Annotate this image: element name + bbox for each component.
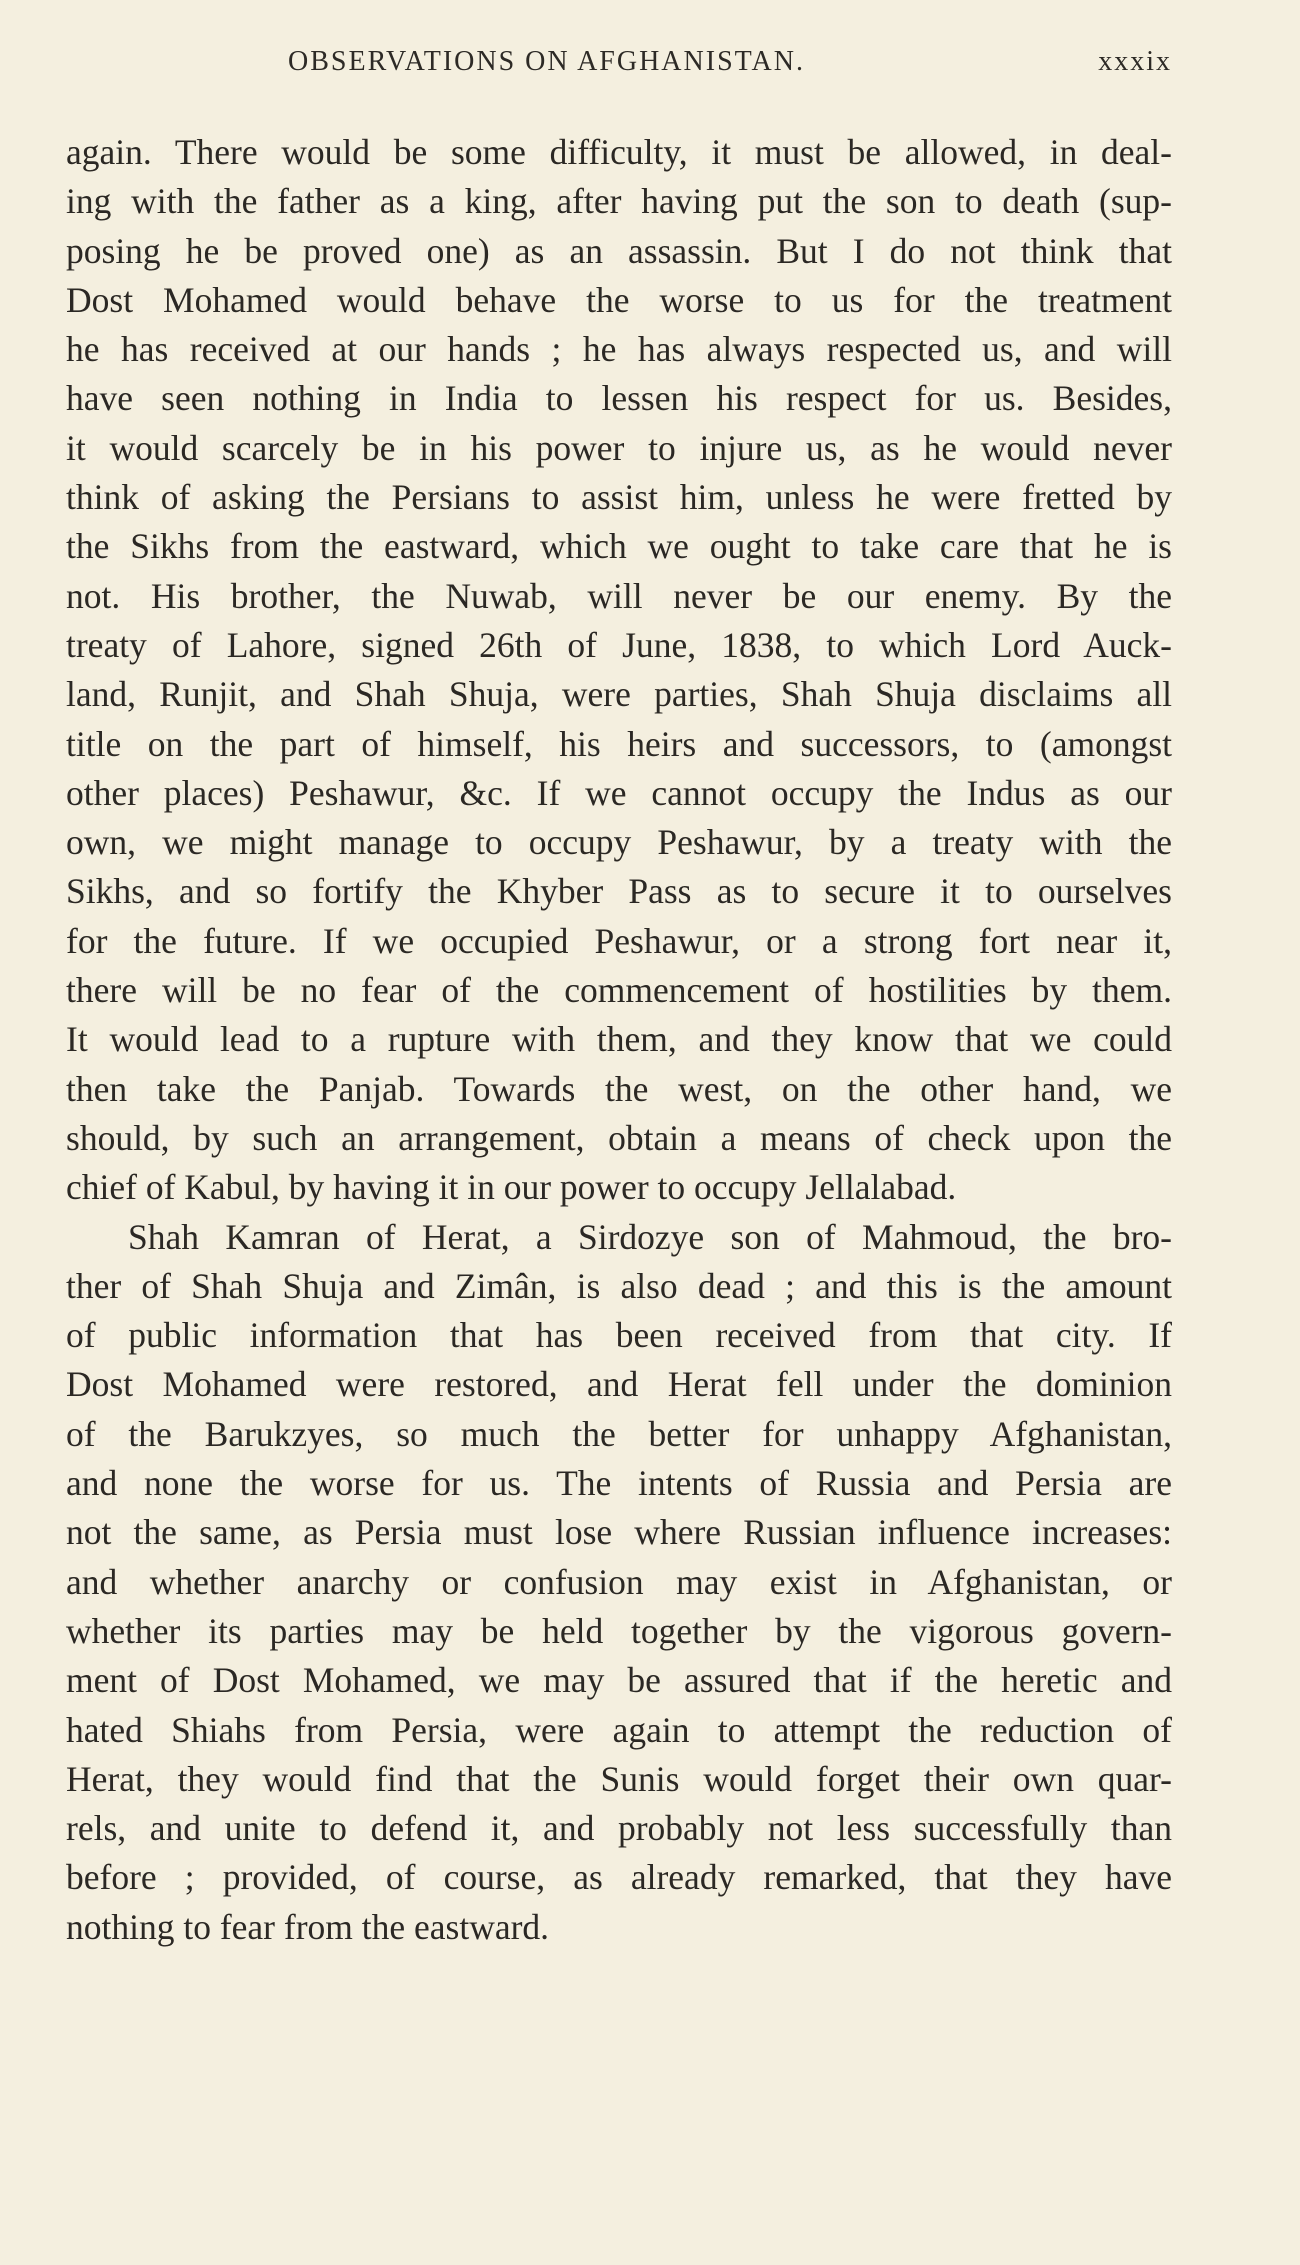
- text-line: chief of Kabul, by having it in our power to occupy Jellalabad.: [66, 1167, 957, 1208]
- text-line: ther of Shah Shuja and Zimân, is also dead ; and this is the amount: [66, 1265, 1172, 1306]
- text-line: treaty of Lahore, signed 26th of June, 1838, to which Lord Auck-: [66, 624, 1172, 665]
- text-line: Sikhs, and so fortify the Khyber Pass as to secure it to ourselves: [66, 871, 1172, 912]
- text-line: Dost Mohamed were restored, and Herat fell under the dominion: [66, 1364, 1172, 1405]
- page-number: xxxix: [1098, 46, 1172, 77]
- text-line: have seen nothing in India to lessen his respect for us. Besides,: [66, 378, 1172, 419]
- running-title: OBSERVATIONS ON AFGHANISTAN.: [288, 46, 805, 77]
- text-line: nothing to fear from the eastward.: [66, 1906, 550, 1947]
- text-line: own, we might manage to occupy Peshawur, by a treaty with the: [66, 822, 1172, 863]
- body-text: [66, 128, 1172, 1952]
- text-line: for the future. If we occupied Peshawur, or a strong fort near it,: [66, 920, 1172, 961]
- text-line: hated Shiahs from Persia, were again to attempt the reduction of: [66, 1709, 1172, 1750]
- text-line: not. His brother, the Nuwab, will never be our enemy. By the: [66, 575, 1172, 616]
- text-line: the Sikhs from the eastward, which we ought to take care that he is: [66, 526, 1172, 567]
- text-line: posing he be proved one) as an assassin. But I do not think that: [66, 230, 1172, 271]
- text-line: not the same, as Persia must lose where Russian influence increases:: [66, 1512, 1172, 1553]
- text-line: title on the part of himself, his heirs and successors, to (amongst: [66, 723, 1172, 764]
- text-line: whether its parties may be held together by the vigorous govern-: [66, 1610, 1172, 1651]
- text-line: again. There would be some difficulty, it must be allowed, in deal-: [66, 132, 1172, 172]
- text-line: land, Runjit, and Shah Shuja, were parties, Shah Shuja disclaims all: [66, 674, 1172, 715]
- text-line: It would lead to a rupture with them, and they know that we could: [66, 1019, 1172, 1060]
- text-line: Herat, they would find that the Sunis would forget their own quar-: [66, 1758, 1172, 1799]
- text-line: and none the worse for us. The intents of Russia and Persia are: [66, 1463, 1172, 1504]
- text-line: then take the Panjab. Towards the west, on the other hand, we: [66, 1068, 1172, 1109]
- text-line: there will be no fear of the commencement of hostilities by them.: [66, 970, 1172, 1011]
- text-line: Dost Mohamed would behave the worse to us for the treatment: [66, 279, 1172, 320]
- text-line: ment of Dost Mohamed, we may be assured that if the heretic and: [66, 1660, 1172, 1701]
- text-line: of public information that has been received from that city. If: [66, 1315, 1172, 1356]
- text-line: he has received at our hands ; he has always respected us, and will: [66, 329, 1172, 370]
- text-line: before ; provided, of course, as already remarked, that they have: [66, 1857, 1172, 1898]
- running-head: [288, 46, 1172, 86]
- text-line: think of asking the Persians to assist him, unless he were fretted by: [66, 477, 1172, 518]
- text-line: and whether anarchy or confusion may exist in Afghanistan, or: [66, 1561, 1172, 1602]
- text-line: should, by such an arrangement, obtain a means of check upon the: [66, 1117, 1172, 1158]
- text-line: ing with the father as a king, after having put the son to death (sup-: [66, 181, 1172, 222]
- paragraph: [66, 1213, 1172, 1952]
- text-line: Shah Kamran of Herat, a Sirdozye son of Mahmoud, the bro-: [128, 1216, 1172, 1257]
- text-line: it would scarcely be in his power to injure us, as he would never: [66, 427, 1172, 468]
- paragraph: [66, 128, 1172, 1213]
- text-line: other places) Peshawur, &c. If we cannot occupy the Indus as our: [66, 772, 1172, 813]
- text-line: of the Barukzyes, so much the better for unhappy Afghanistan,: [66, 1413, 1172, 1454]
- text-line: rels, and unite to defend it, and probably not less successfully than: [66, 1808, 1172, 1849]
